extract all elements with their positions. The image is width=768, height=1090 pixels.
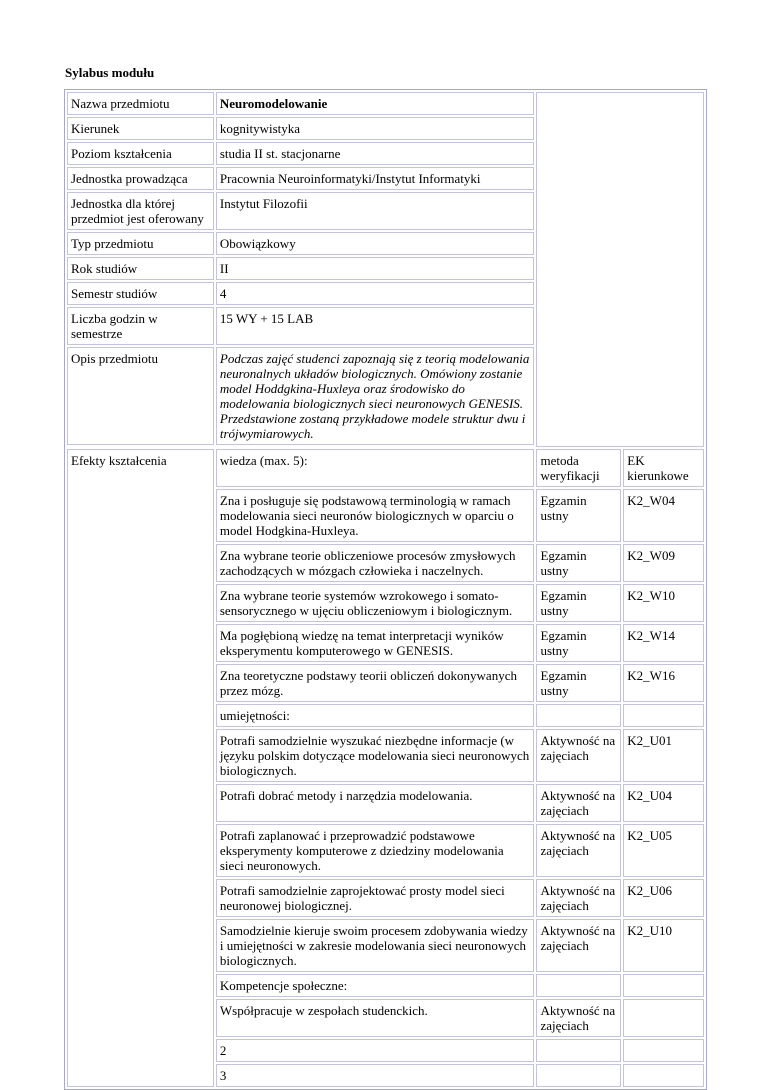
blank-right-cell	[536, 92, 704, 447]
info-label: Nazwa przedmiotu	[67, 92, 214, 115]
info-label: Kierunek	[67, 117, 214, 140]
outcome-ek: K2_U06	[623, 879, 704, 917]
info-value: Obowiązkowy	[216, 232, 535, 255]
outcome-text: Samodzielnie kieruje swoim procesem zdobywania wiedzy i umiejętności w zakresie modelowania sieci neuronowych biologicznych.	[216, 919, 535, 972]
skills-header: umiejętności:	[216, 704, 535, 727]
outcome-ek	[623, 1064, 704, 1087]
outcome-text: Potrafi zaplanować i przeprowadzić podstawowe eksperymenty komputerowe z dziedziny modelowania sieci neuronowych.	[216, 824, 535, 877]
outcome-method: Aktywność na zajęciach	[536, 784, 621, 822]
outcome-text: Potrafi dobrać metody i narzędzia modelowania.	[216, 784, 535, 822]
info-value: II	[216, 257, 535, 280]
outcome-method: Aktywność na zajęciach	[536, 729, 621, 782]
info-value: Instytut Filozofii	[216, 192, 535, 230]
info-value: studia II st. stacjonarne	[216, 142, 535, 165]
course-description: Podczas zajęć studenci zapoznają się z teorią modelowania neuronalnych układów biologicznych. Omówiony zostanie model Hoddgkina-Huxleya oraz środowisko do modelowania biologicznych sieci neuronowych GENESIS. Przedstawione zostaną przykładowe modele struktur dwu i trójwymiarowych.	[216, 347, 535, 445]
info-label: Poziom kształcenia	[67, 142, 214, 165]
outcome-text: Zna wybrane teorie systemów wzrokowego i somato-sensorycznego w ujęciu obliczeniowym i biologicznym.	[216, 584, 535, 622]
info-row-course-name	[67, 92, 704, 115]
outcome-ek	[623, 1039, 704, 1062]
outcome-text: Zna teoretyczne podstawy teorii obliczeń dokonywanych przez mózg.	[216, 664, 535, 702]
info-value: Pracownia Neuroinformatyki/Instytut Informatyki	[216, 167, 535, 190]
outcome-method: Egzamin ustny	[536, 489, 621, 542]
competence-header: Kompetencje społeczne:	[216, 974, 535, 997]
outcome-text: Potrafi samodzielnie zaprojektować prosty model sieci neuronowej biologicznej.	[216, 879, 535, 917]
course-name-value: Neuromodelowanie	[216, 92, 535, 115]
outcome-text: Współpracuje w zespołach studenckich.	[216, 999, 535, 1037]
info-value: 4	[216, 282, 535, 305]
outcome-text: 2	[216, 1039, 535, 1062]
outcome-text: Zna wybrane teorie obliczeniowe procesów zmysłowych zachodzących w mózgach człowieka i naczelnych.	[216, 544, 535, 582]
info-label: Semestr studiów	[67, 282, 214, 305]
method-column-header: metoda weryfikacji	[536, 449, 621, 487]
outcome-ek: K2_U05	[623, 824, 704, 877]
info-value: kognitywistyka	[216, 117, 535, 140]
outcome-ek: K2_U01	[623, 729, 704, 782]
info-label: Jednostka dla której przedmiot jest oferowany	[67, 192, 214, 230]
info-label: Typ przedmiotu	[67, 232, 214, 255]
outcome-ek: K2_W04	[623, 489, 704, 542]
document-heading: Sylabus modułu	[65, 65, 155, 80]
outcome-method: Aktywność na zajęciach	[536, 999, 621, 1037]
outcome-method	[536, 1039, 621, 1062]
outcome-method: Egzamin ustny	[536, 624, 621, 662]
outcome-ek: K2_W16	[623, 664, 704, 702]
knowledge-header: wiedza (max. 5):	[216, 449, 535, 487]
info-label: Opis przedmiotu	[67, 347, 214, 445]
outcome-method	[536, 1064, 621, 1087]
outcome-text: 3	[216, 1064, 535, 1087]
outcome-text: Potrafi samodzielnie wyszukać niezbędne informacje (w języku polskim dotyczące modelowania sieci neuronowych biologicznych.	[216, 729, 535, 782]
outcome-ek	[623, 999, 704, 1037]
info-label: Liczba godzin w semestrze	[67, 307, 214, 345]
outcomes-header-row	[67, 449, 704, 487]
outcome-ek: K2_U04	[623, 784, 704, 822]
outcome-method: Egzamin ustny	[536, 584, 621, 622]
outcome-method: Egzamin ustny	[536, 664, 621, 702]
syllabus-table	[64, 89, 707, 1090]
outcome-ek: K2_W10	[623, 584, 704, 622]
ek-column-header: EK kierunkowe	[623, 449, 704, 487]
outcome-text: Zna i posługuje się podstawową terminologią w ramach modelowania sieci neuronów biologicznych w oparciu o model Hodgkina-Huxleya.	[216, 489, 535, 542]
info-label: Rok studiów	[67, 257, 214, 280]
outcome-method: Aktywność na zajęciach	[536, 824, 621, 877]
outcome-ek: K2_W09	[623, 544, 704, 582]
outcome-ek: K2_W14	[623, 624, 704, 662]
outcome-method: Aktywność na zajęciach	[536, 879, 621, 917]
outcome-method: Aktywność na zajęciach	[536, 919, 621, 972]
outcome-text: Ma pogłębioną wiedzę na temat interpretacji wyników eksperymentu komputerowego w GENESIS.	[216, 624, 535, 662]
outcomes-label: Efekty kształcenia	[67, 449, 214, 1087]
outcome-ek: K2_U10	[623, 919, 704, 972]
outcome-method: Egzamin ustny	[536, 544, 621, 582]
info-label: Jednostka prowadząca	[67, 167, 214, 190]
info-value: 15 WY + 15 LAB	[216, 307, 535, 345]
